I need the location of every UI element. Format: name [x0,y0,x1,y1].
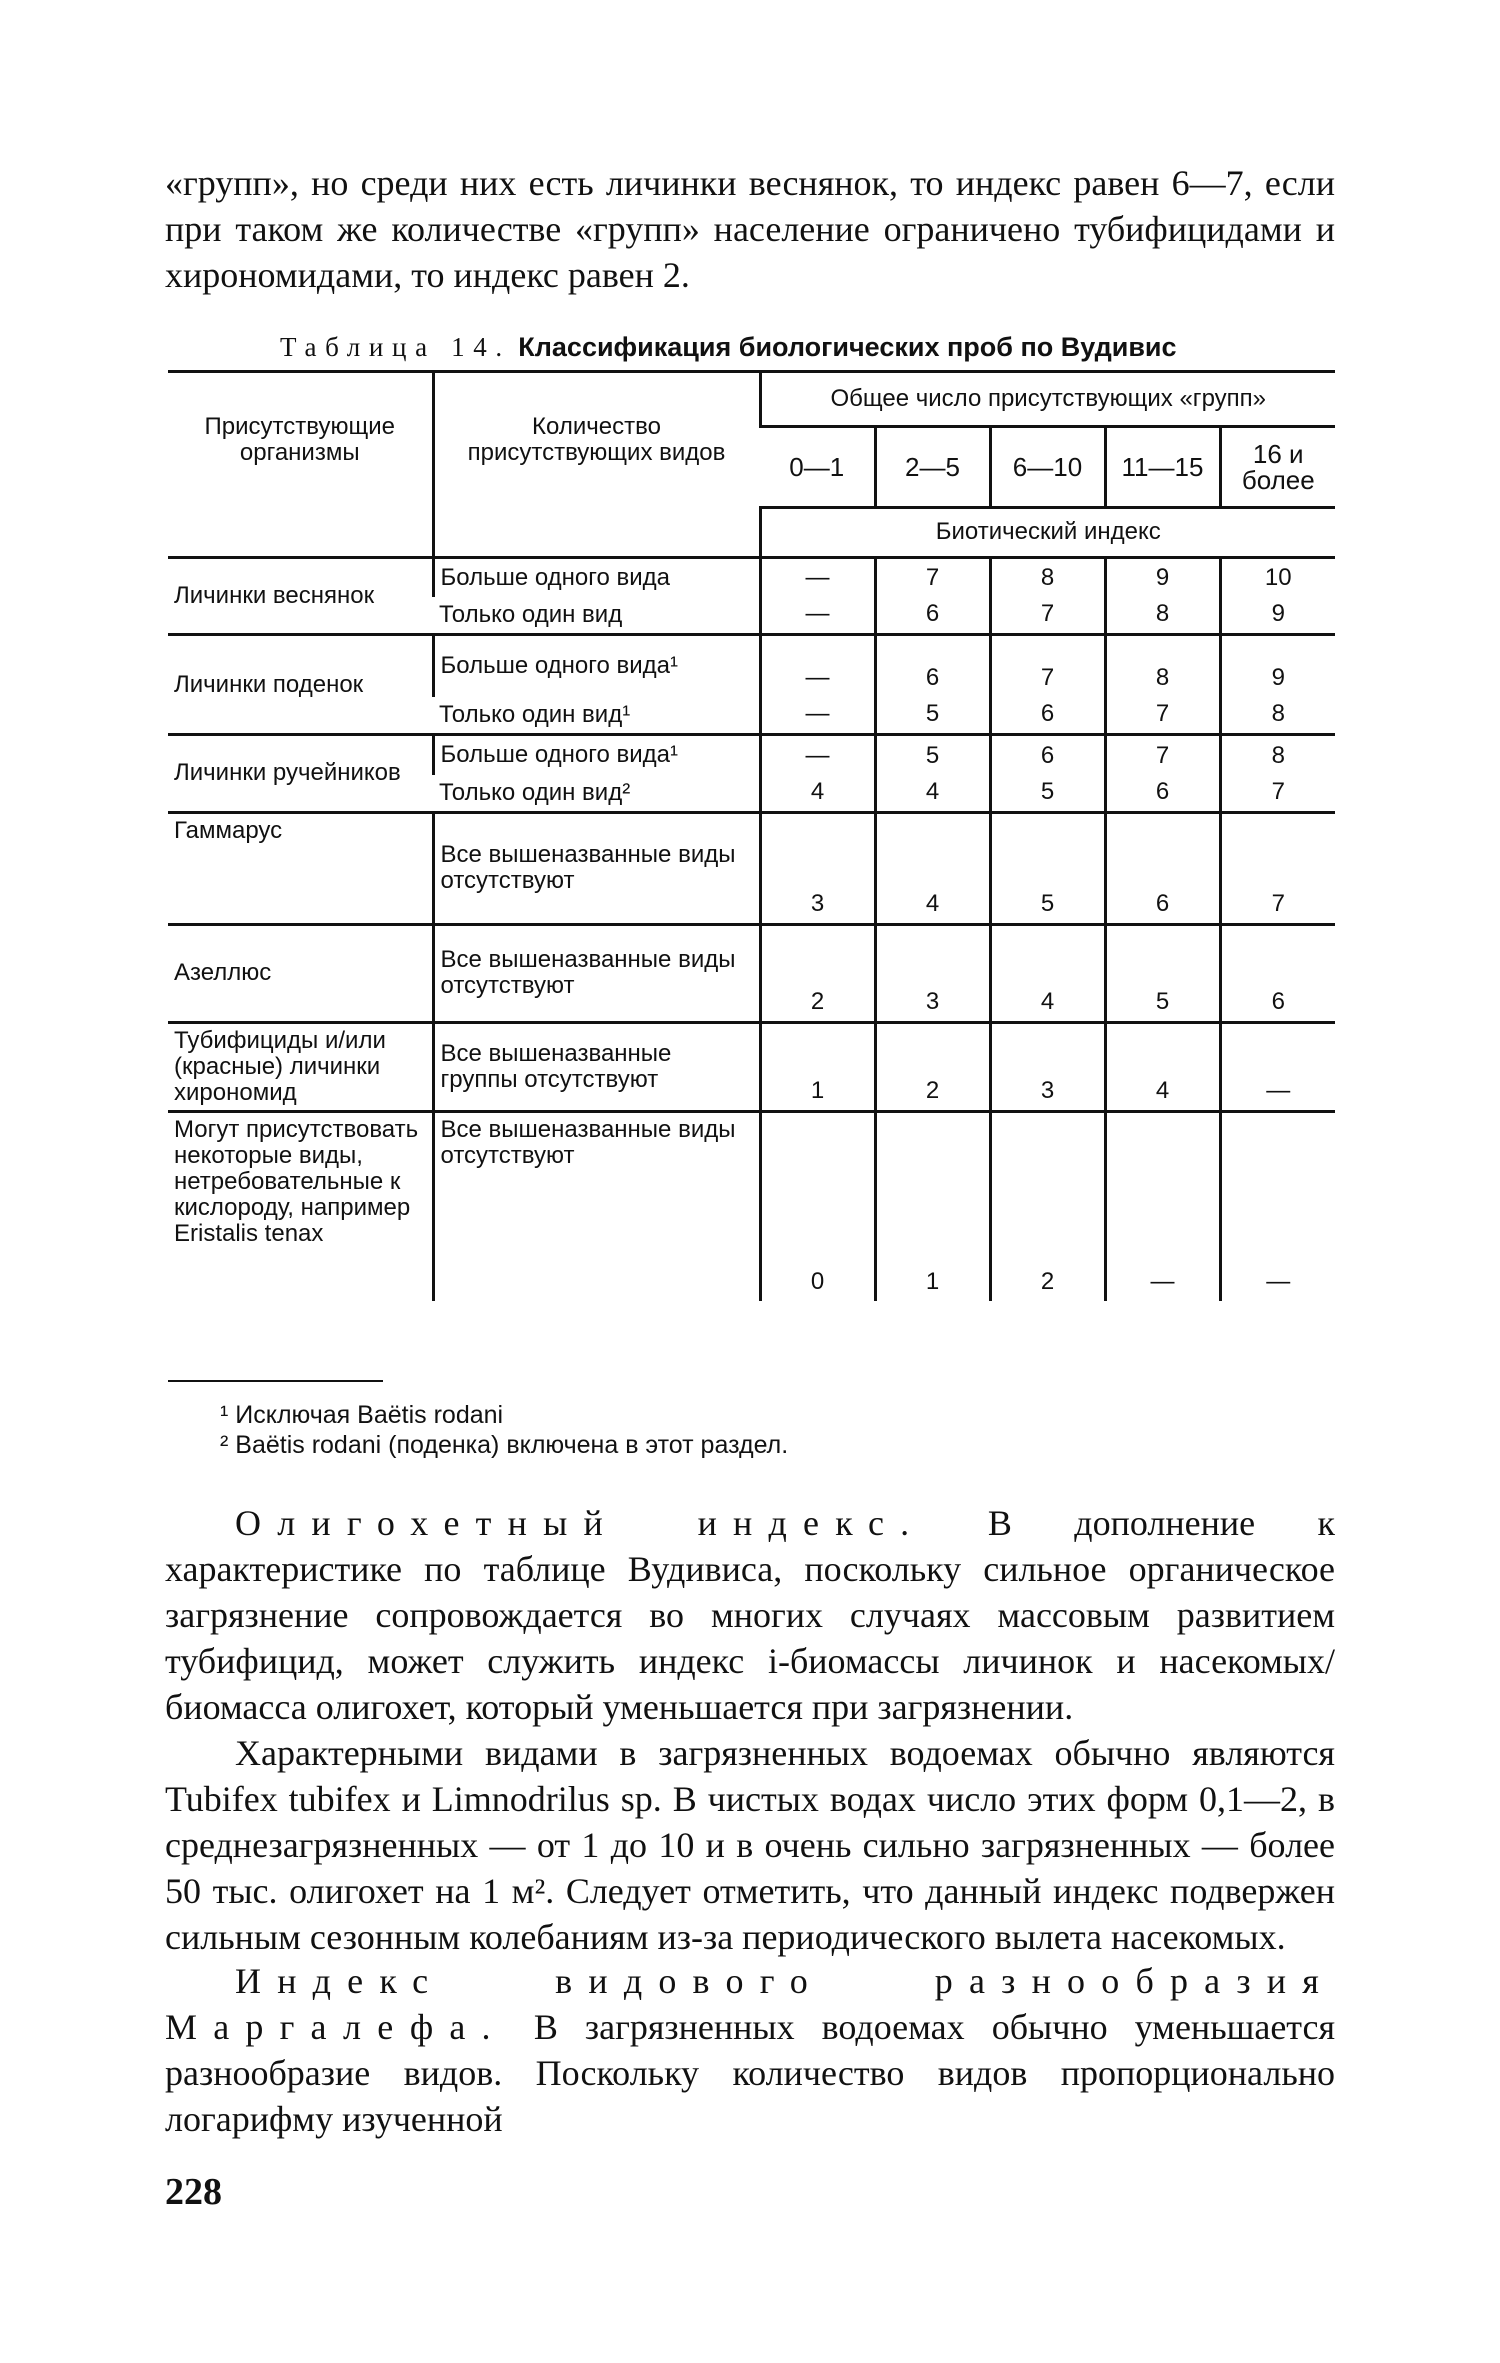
count-cell: Больше одного вида [433,557,760,597]
footnote-rule [168,1380,383,1382]
header-groups-total: Общее число присутствующих «групп» [760,372,1335,427]
oligochaete-text: В дополнение к характеристике по таблице Вудивиса, поскольку сильное органическое загрязнение сопровождается во многих случаях массовым развитием тубифицид, может служить индекс i-биомассы личинок и насекомых/биомасса олигохет, который уменьшается при загрязнении. [165,1503,1336,1727]
header-spacer [433,508,760,558]
value-cell: — [1220,1022,1335,1111]
table-row [168,1022,1335,1111]
value-cell: 1 [875,1111,990,1301]
value-cell: 6 [875,597,990,635]
value-cell: 4 [875,812,990,924]
table-caption-label: Таблица 14. [280,332,511,362]
value-cell: 9 [1220,635,1335,697]
count-cell: Только один вид¹ [433,697,760,735]
count-cell: Все вышеназванные виды отсутствуют [433,924,760,1022]
header-group-col: 16 и более [1220,427,1335,508]
organism-cell: Личинки веснянок [168,557,433,635]
value-cell: 7 [1105,697,1220,735]
organism-cell: Личинки ручейников [168,735,433,813]
count-cell: Больше одного вида¹ [433,635,760,697]
value-cell: — [760,557,875,597]
page-number: 228 [165,2171,222,2213]
organism-cell: Личинки поденок [168,635,433,735]
value-cell: 6 [875,635,990,697]
header-biotic-index: Биотический индекс [760,508,1335,558]
value-cell: 7 [990,597,1105,635]
value-cell: 3 [875,924,990,1022]
value-cell: 9 [1220,597,1335,635]
value-cell: 8 [1220,697,1335,735]
value-cell: 4 [990,924,1105,1022]
organism-cell: Могут присутствовать некоторые виды, нетребовательные к кислороду, например Eristalis tenax [174,1115,419,1247]
count-cell: Все вышеназванные группы отсутствуют [433,1022,760,1111]
intro-paragraph: «групп», но среди них есть личинки веснянок, то индекс равен 6—7, если при таком же количестве «групп» население ограничено тубифицидами и хирономидами, то индекс равен 2. [165,163,1335,295]
value-cell: 7 [1220,812,1335,924]
organism-cell: Гаммарус [168,812,433,924]
woodiwiss-table [168,370,1335,1301]
value-cell: 6 [1105,775,1220,813]
value-cell: 8 [990,557,1105,597]
value-cell: 9 [1105,557,1220,597]
value-cell: 6 [990,697,1105,735]
value-cell: 2 [760,924,875,1022]
value-cell: 0 [760,1111,875,1301]
value-cell: 2 [990,1111,1105,1301]
header-group-col: 2—5 [875,427,990,508]
value-cell: 5 [875,697,990,735]
count-cell: Только один вид [433,597,760,635]
header-spacer [168,508,433,558]
organism-cell: Азеллюс [168,924,433,1022]
value-cell: 6 [1220,924,1335,1022]
value-cell: 7 [875,557,990,597]
header-organisms: Присутствующие организмы [168,372,433,508]
species-paragraph: Характерными видами в загрязненных водоемах обычно являются Tubifex tubifex и Limnodrilus sp. В чистых водах число этих форм 0,1—2, в среднезагрязненных — от 1 до 10 и в очень сильно загрязненных — более 50 тыс. олигохет на 1 м². Следует отметить, что данный индекс подвержен сильным сезонным колебаниям из-за периодического вылета насекомых. [165,1733,1335,1957]
value-cell: 8 [1105,597,1220,635]
footnote-1: ¹ Исключая Baëtis rodani [220,1401,504,1429]
oligochaete-paragraph [165,1500,1335,1730]
table-row [168,557,1335,597]
table-row [168,1111,1335,1301]
oligochaete-heading: Олигохетный индекс. [235,1503,926,1543]
value-cell: 5 [990,812,1105,924]
table-caption-title: Классификация биологических проб по Вудивис [518,332,1177,362]
value-cell: 6 [990,735,1105,775]
table-row [168,735,1335,775]
value-cell: 3 [990,1022,1105,1111]
table-caption [280,332,1380,363]
header-group-col: 6—10 [990,427,1105,508]
value-cell: 1 [760,1022,875,1111]
value-cell: 4 [760,775,875,813]
value-cell: — [760,597,875,635]
value-cell: 5 [1105,924,1220,1022]
value-cell: 8 [1220,735,1335,775]
value-cell: — [1105,1111,1220,1301]
margalef-paragraph [165,1958,1335,2142]
count-cell: Все вышеназванные виды отсутствуют [433,812,760,924]
value-cell: 6 [1105,812,1220,924]
value-cell: 2 [875,1022,990,1111]
margalef-heading: Индекс видового разнообразия Маргалефа. [165,1961,1335,2047]
table-row [168,812,1335,924]
count-cell: Только один вид² [433,775,760,813]
value-cell: 3 [760,812,875,924]
organism-cell: Тубифициды и/или (красные) личинки хирономид [168,1022,433,1111]
value-cell: 10 [1220,557,1335,597]
value-cell: 5 [990,775,1105,813]
value-cell: — [1220,1111,1335,1301]
count-cell: Все вышеназванные виды отсутствуют [433,1111,760,1301]
table-row [168,635,1335,697]
value-cell: 7 [990,635,1105,697]
table-row [168,924,1335,1022]
footnote-2: ² Baëtis rodani (поденка) включена в этот раздел. [220,1431,789,1459]
margalef-text: В загрязненных водоемах обычно уменьшается разнообразие видов. Поскольку количество видов пропорционально логарифму изученной [165,2007,1336,2139]
header-group-col: 0—1 [789,452,845,482]
header-species-count: Количество присутствующих видов [433,372,760,508]
value-cell: 7 [1105,735,1220,775]
value-cell: — [760,697,875,735]
value-cell: 4 [1105,1022,1220,1111]
value-cell: 5 [875,735,990,775]
value-cell: — [760,635,875,697]
value-cell: — [760,735,875,775]
count-cell: Больше одного вида¹ [433,735,760,775]
value-cell: 4 [875,775,990,813]
value-cell: 7 [1220,775,1335,813]
value-cell: 8 [1105,635,1220,697]
footnotes [220,1400,1320,1460]
header-group-col: 11—15 [1105,427,1220,508]
